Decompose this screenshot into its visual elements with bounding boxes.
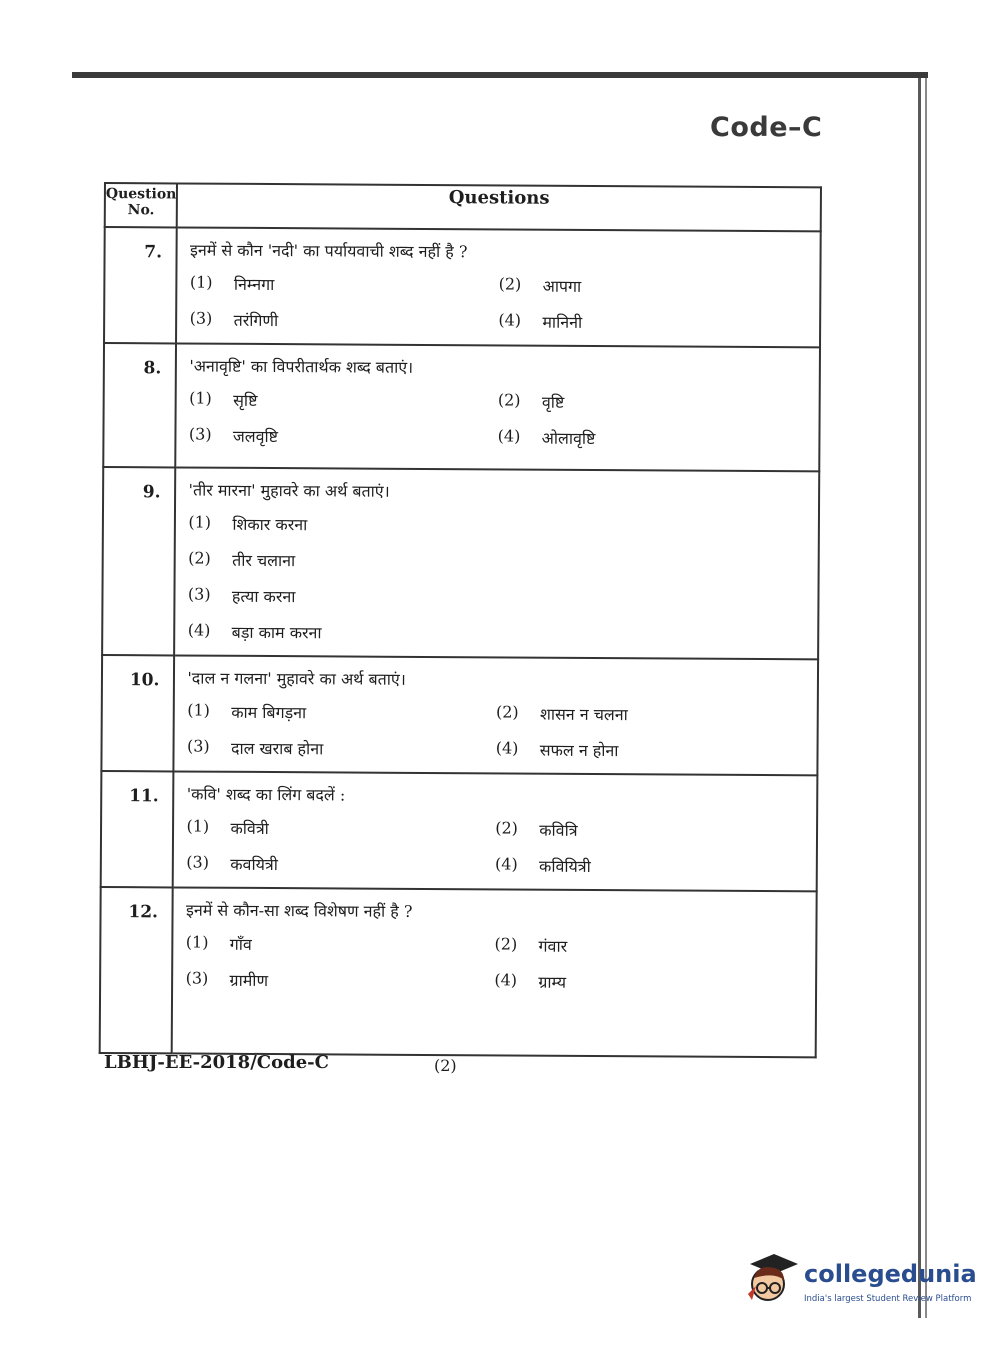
option-text: बड़ा काम करना <box>231 622 322 643</box>
option-number: (3) <box>186 736 210 756</box>
answer-options <box>186 817 804 879</box>
option-number: (2) <box>495 702 519 722</box>
answer-option <box>186 969 495 993</box>
answer-option <box>188 621 806 647</box>
answer-option <box>498 310 807 334</box>
answer-option <box>498 390 807 414</box>
option-number: (3) <box>189 308 213 328</box>
collegedunia-watermark <box>744 1250 977 1310</box>
answer-option <box>188 585 806 611</box>
answer-option <box>496 738 805 762</box>
question-number: 9. <box>102 467 176 655</box>
questions-body <box>100 227 821 1057</box>
answer-option <box>188 549 806 575</box>
option-text: शासन न चलना <box>539 704 628 725</box>
question-row <box>100 887 817 1057</box>
question-row <box>102 467 819 659</box>
answer-option <box>188 513 806 539</box>
answer-options <box>187 701 805 763</box>
answer-option <box>495 934 804 958</box>
question-cell <box>175 467 820 659</box>
answer-option <box>499 274 808 298</box>
answer-option <box>186 853 495 877</box>
option-number: (4) <box>498 310 522 330</box>
option-number: (3) <box>187 584 211 604</box>
question-number: 8. <box>103 343 176 467</box>
top-border-rule <box>72 72 928 78</box>
question-text: 'कवि' शब्द का लिंग बदलें : <box>186 784 346 805</box>
page-edge-shadow <box>925 78 927 1318</box>
option-text: कवित्री <box>230 818 269 839</box>
option-text: काम बिगड़ना <box>231 702 307 723</box>
answer-option <box>186 933 495 957</box>
question-row <box>104 227 821 347</box>
questions-table <box>99 182 822 1058</box>
question-cell <box>174 655 818 775</box>
question-number-header: Question No. <box>105 183 178 227</box>
option-text: सफल न होना <box>539 740 619 761</box>
option-text: ओलावृष्टि <box>541 428 596 449</box>
question-cell <box>176 227 820 347</box>
option-number: (3) <box>188 424 212 444</box>
option-text: कवियित्री <box>539 856 591 876</box>
brand-tagline: India's largest Student Review Platform <box>804 1294 972 1304</box>
answer-option <box>189 389 498 413</box>
option-number: (2) <box>497 390 521 410</box>
option-number: (4) <box>494 970 518 990</box>
answer-option <box>496 702 805 726</box>
option-number: (1) <box>188 512 212 532</box>
question-cell <box>172 887 817 1057</box>
option-text: कवयित्री <box>230 854 278 875</box>
question-text: 'तीर मारना' मुहावरे का अर्थ बताएं। <box>188 480 390 501</box>
question-number: 10. <box>101 655 174 771</box>
option-text: आपगा <box>542 276 582 296</box>
question-cell <box>173 771 817 891</box>
mascot-logo-icon <box>744 1250 800 1308</box>
answer-option <box>495 818 804 842</box>
option-text: ग्रामीण <box>229 970 269 991</box>
option-number: (1) <box>185 932 209 952</box>
answer-option <box>190 309 499 333</box>
option-text: मानिनी <box>542 312 583 332</box>
question-text: इनमें से कौन-सा शब्द विशेषण नहीं है ? <box>185 900 413 921</box>
paper-code-title: Code–C <box>710 112 823 143</box>
option-text: दाल खराब होना <box>230 738 324 759</box>
answer-option <box>190 273 499 297</box>
answer-option <box>189 425 498 449</box>
answer-option <box>494 970 803 994</box>
option-number: (1) <box>186 816 210 836</box>
answer-option <box>186 817 495 841</box>
option-number: (2) <box>494 934 518 954</box>
answer-options <box>186 933 804 995</box>
option-number: (1) <box>189 388 212 408</box>
option-text: निम्नगा <box>233 274 275 295</box>
option-number: (4) <box>495 738 519 758</box>
answer-options <box>189 389 807 451</box>
option-text: गंवार <box>538 936 568 956</box>
footer-paper-code: LBHJ-EE-2018/Code-C <box>104 1052 329 1073</box>
option-number: (4) <box>497 426 521 446</box>
option-text: कवित्रि <box>539 820 578 840</box>
answer-option <box>187 737 496 761</box>
answer-option <box>495 854 804 878</box>
option-text: जलवृष्टि <box>232 426 279 447</box>
option-number: (3) <box>185 968 209 988</box>
question-number: 7. <box>104 227 177 343</box>
option-text: शिकार करना <box>232 514 308 535</box>
option-text: ग्राम्य <box>538 972 567 992</box>
question-sheet <box>99 182 822 1058</box>
question-row <box>101 655 818 775</box>
footer-page-number: (2) <box>434 1056 457 1075</box>
answer-options <box>190 273 808 335</box>
option-number: (3) <box>186 852 210 872</box>
question-number: 12. <box>100 887 173 1053</box>
page-edge <box>918 78 921 1318</box>
question-cell <box>176 343 820 471</box>
questions-header: Questions <box>177 183 821 231</box>
question-number: 11. <box>101 771 174 887</box>
answer-options <box>188 513 806 647</box>
option-number: (2) <box>495 818 519 838</box>
option-text: वृष्टि <box>541 392 565 412</box>
option-text: तीर चलाना <box>232 550 296 571</box>
answer-option <box>187 701 496 725</box>
answer-option <box>498 426 807 450</box>
option-text: तरंगिणी <box>233 310 279 331</box>
option-number: (4) <box>187 620 211 640</box>
brand-name: collegedunia <box>804 1260 977 1288</box>
option-number: (4) <box>495 854 518 874</box>
option-number: (2) <box>188 548 211 568</box>
option-number: (1) <box>187 700 210 720</box>
question-text: इनमें से कौन 'नदी' का पर्यायवाची शब्द नहीं है ? <box>189 240 468 262</box>
question-text: 'दाल न गलना' मुहावरे का अर्थ बताएं। <box>187 668 406 689</box>
question-row <box>101 771 818 891</box>
option-text: सृष्टि <box>233 390 258 410</box>
option-text: गाँव <box>229 934 252 954</box>
question-text: 'अनावृष्टि' का विपरीतार्थक शब्द बताएं। <box>189 356 414 377</box>
option-number: (2) <box>498 274 522 294</box>
question-row <box>103 343 820 471</box>
option-text: हत्या करना <box>231 586 296 607</box>
option-number: (1) <box>189 272 213 292</box>
